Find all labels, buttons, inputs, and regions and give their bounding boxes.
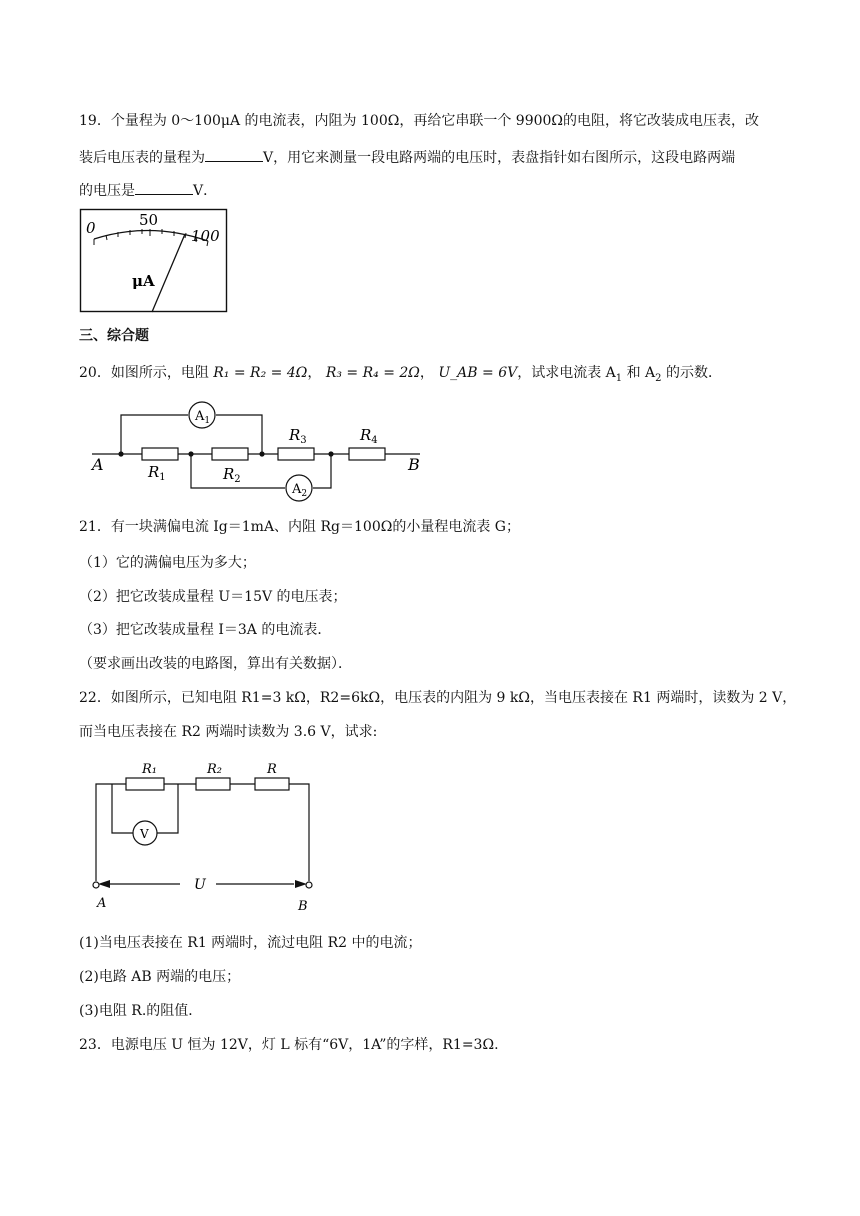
terminal-b-label: B bbox=[298, 899, 308, 914]
q20-eq-uab: U_AB = 6V bbox=[438, 365, 518, 381]
voltmeter-label: V bbox=[140, 827, 149, 841]
q19-line-2-start: 装后电压表的量程为 bbox=[79, 150, 205, 166]
q22-sub-1: (1)当电压表接在 R1 两端时，流过电阻 R2 中的电流； bbox=[79, 935, 422, 951]
resistor-r bbox=[255, 778, 289, 790]
r4-label: $R_4$ bbox=[360, 426, 378, 446]
terminal-a-label: A bbox=[97, 896, 107, 911]
q20-text-f: 的示数． bbox=[661, 365, 722, 381]
q21-item-2: （2）把它改装成量程 U＝15V 的电压表； bbox=[79, 589, 347, 605]
r1-label: $R_1$ bbox=[148, 463, 166, 483]
resistor-r1 bbox=[126, 778, 164, 790]
q20-sub-2: 2 bbox=[655, 372, 662, 384]
q20-line-1 bbox=[79, 363, 722, 389]
voltage-u-label: U bbox=[194, 877, 206, 893]
meter-label-0: 0 bbox=[86, 219, 96, 237]
meter-unit-label: μA bbox=[132, 272, 155, 290]
q19-line-2-end: V，用它来测量一段电路两端的电压时，表盘指针如右图所示，这段电路两端 bbox=[263, 150, 736, 166]
q21-line-1: 21．有一块满偏电流 Ig＝1mA、内阻 Rg＝100Ω的小量程电流表 G； bbox=[79, 519, 520, 535]
q19-line-1: 19．个量程为 0～100μA 的电流表，内阻为 100Ω，再给它串联一个 9900Ω的电阻，将它改装成电压表，改 bbox=[79, 113, 760, 129]
resistor-r2 bbox=[212, 448, 248, 460]
section-3-title: 三、综合题 bbox=[79, 328, 149, 344]
q19-line-3 bbox=[79, 180, 217, 201]
r2-label: $R_2$ bbox=[223, 465, 241, 485]
q23-line-1: 23．电源电压 U 恒为 12V，灯 L 标有“6V，1A”的字样，R1=3Ω. bbox=[79, 1037, 499, 1053]
q22-sub-2: (2)电路 AB 两端的电压； bbox=[79, 969, 241, 985]
resistor-r2 bbox=[196, 778, 230, 790]
q20-eq-r3-r4: R₃ = R₄ = 2Ω bbox=[325, 365, 420, 381]
q20-circuit-diagram bbox=[92, 402, 432, 504]
q19-line-3-end: V． bbox=[193, 183, 218, 199]
r-label: R bbox=[267, 762, 277, 777]
q21-item-1: （1）它的满偏电压为多大； bbox=[79, 555, 256, 571]
meter-label-50: 50 bbox=[139, 211, 159, 229]
r1-label: R₁ bbox=[142, 762, 157, 777]
q20-text-e: 和 A bbox=[622, 365, 656, 381]
q21-item-3: （3）把它改装成量程 I＝3A 的电流表． bbox=[79, 622, 332, 638]
q22-line-1: 22．如图所示，已知电阻 R1=3 kΩ，R2=6kΩ，电压表的内阻为 9 kΩ，当电压表接在 R1 两端时，读数为 2 V， bbox=[79, 690, 797, 706]
q22-circuit-diagram bbox=[88, 756, 324, 916]
q19-line-2 bbox=[79, 147, 735, 168]
answer-blank bbox=[205, 147, 263, 162]
meter-label-100: 100 bbox=[191, 227, 220, 245]
q20-eq-r1-r2: R₁ = R₂ = 4Ω bbox=[213, 365, 308, 381]
q22-sub-3: (3)电阻 R.的阻值． bbox=[79, 1003, 203, 1019]
microammeter-figure bbox=[80, 209, 230, 313]
q20-text-c: ， bbox=[419, 365, 434, 381]
resistor-r1 bbox=[142, 448, 178, 460]
r2-label: R₂ bbox=[207, 762, 222, 777]
terminal-a-label: A bbox=[92, 455, 104, 474]
terminal-b-label: B bbox=[408, 455, 420, 474]
q20-text-a: 20．如图所示，电阻 bbox=[79, 365, 214, 381]
ammeter-a2-label: $A_2$ bbox=[292, 482, 308, 499]
q20-text-d: ，试求电流表 A bbox=[517, 365, 616, 381]
q19-line-3-start: 的电压是 bbox=[79, 183, 135, 199]
meter-needle bbox=[152, 234, 185, 312]
q20-text-b: ， bbox=[307, 365, 322, 381]
r3-label: $R_3$ bbox=[289, 426, 307, 446]
q22-line-2: 而当电压表接在 R2 两端时读数为 3.6 V，试求: bbox=[79, 724, 378, 740]
q20-sub-1: 1 bbox=[615, 372, 623, 384]
answer-blank bbox=[135, 180, 193, 195]
resistor-r3 bbox=[278, 448, 314, 460]
ammeter-a1-label: $A_1$ bbox=[195, 409, 211, 426]
resistor-r4 bbox=[349, 448, 385, 460]
q21-note: （要求画出改装的电路图，算出有关数据）． bbox=[79, 656, 352, 672]
